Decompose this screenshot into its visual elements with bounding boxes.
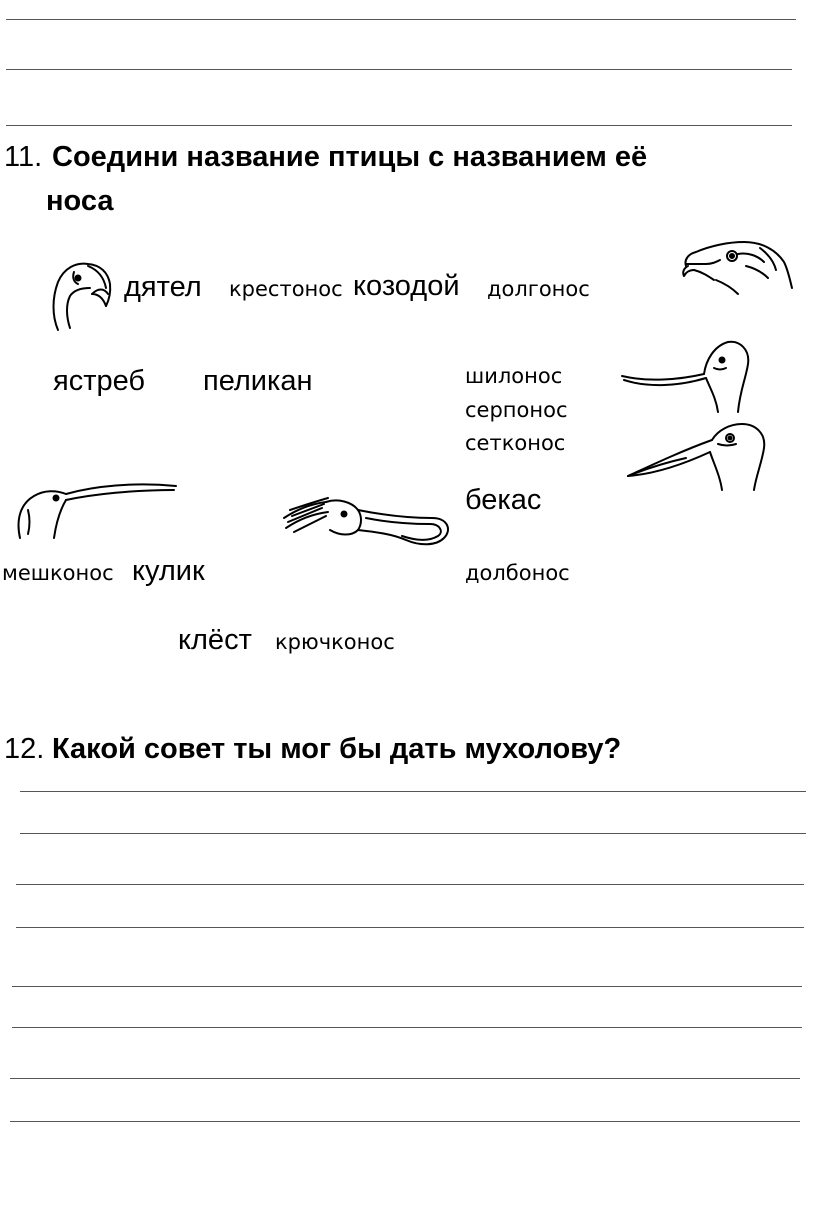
pelican-head-icon: [624, 420, 770, 494]
question-11-number: 11.: [4, 141, 43, 173]
word-dolgonos: долгонос: [487, 277, 590, 301]
word-dolbonos: долбонос: [465, 561, 570, 585]
answer-line: [16, 927, 804, 928]
word-yastreb: ястреб: [53, 365, 146, 397]
curlew-head-icon: [14, 480, 180, 542]
answer-line: [6, 69, 792, 70]
answer-line: [10, 1078, 800, 1079]
answer-line: [6, 19, 796, 20]
word-dyatel: дятел: [124, 271, 202, 303]
answer-line: [20, 791, 806, 792]
answer-line: [6, 125, 792, 126]
word-shilonos: шилонос: [465, 364, 563, 388]
word-kryuchkonos: крючконос: [275, 630, 395, 654]
question-11-text-line1: Соедини название птицы с названием её: [52, 141, 648, 173]
word-krestonos: крестонос: [229, 277, 343, 301]
spoonbill-head-icon: [282, 488, 454, 552]
question-11-text-line2: носа: [46, 185, 114, 217]
answer-line: [10, 1121, 800, 1122]
hawk-head-icon: [676, 236, 794, 296]
word-klest: клёст: [178, 624, 252, 656]
word-pelikan: пеликан: [203, 365, 313, 397]
answer-line: [12, 1027, 802, 1028]
answer-line: [16, 884, 804, 885]
word-meshkonos: мешконос: [2, 561, 114, 585]
crossbill-head-icon: [48, 258, 114, 334]
word-kulik: кулик: [132, 555, 205, 587]
question-12-text: Какой совет ты мог бы дать мухолову?: [52, 733, 622, 765]
answer-line: [20, 833, 806, 834]
snipe-head-icon: [618, 338, 752, 414]
word-setkonos: сетконос: [465, 431, 566, 455]
question-12-number: 12.: [4, 733, 45, 765]
word-kozodoy: козодой: [353, 270, 460, 302]
answer-line: [12, 986, 802, 987]
word-bekas: бекас: [465, 484, 542, 516]
word-serponos: серпонос: [465, 398, 568, 422]
